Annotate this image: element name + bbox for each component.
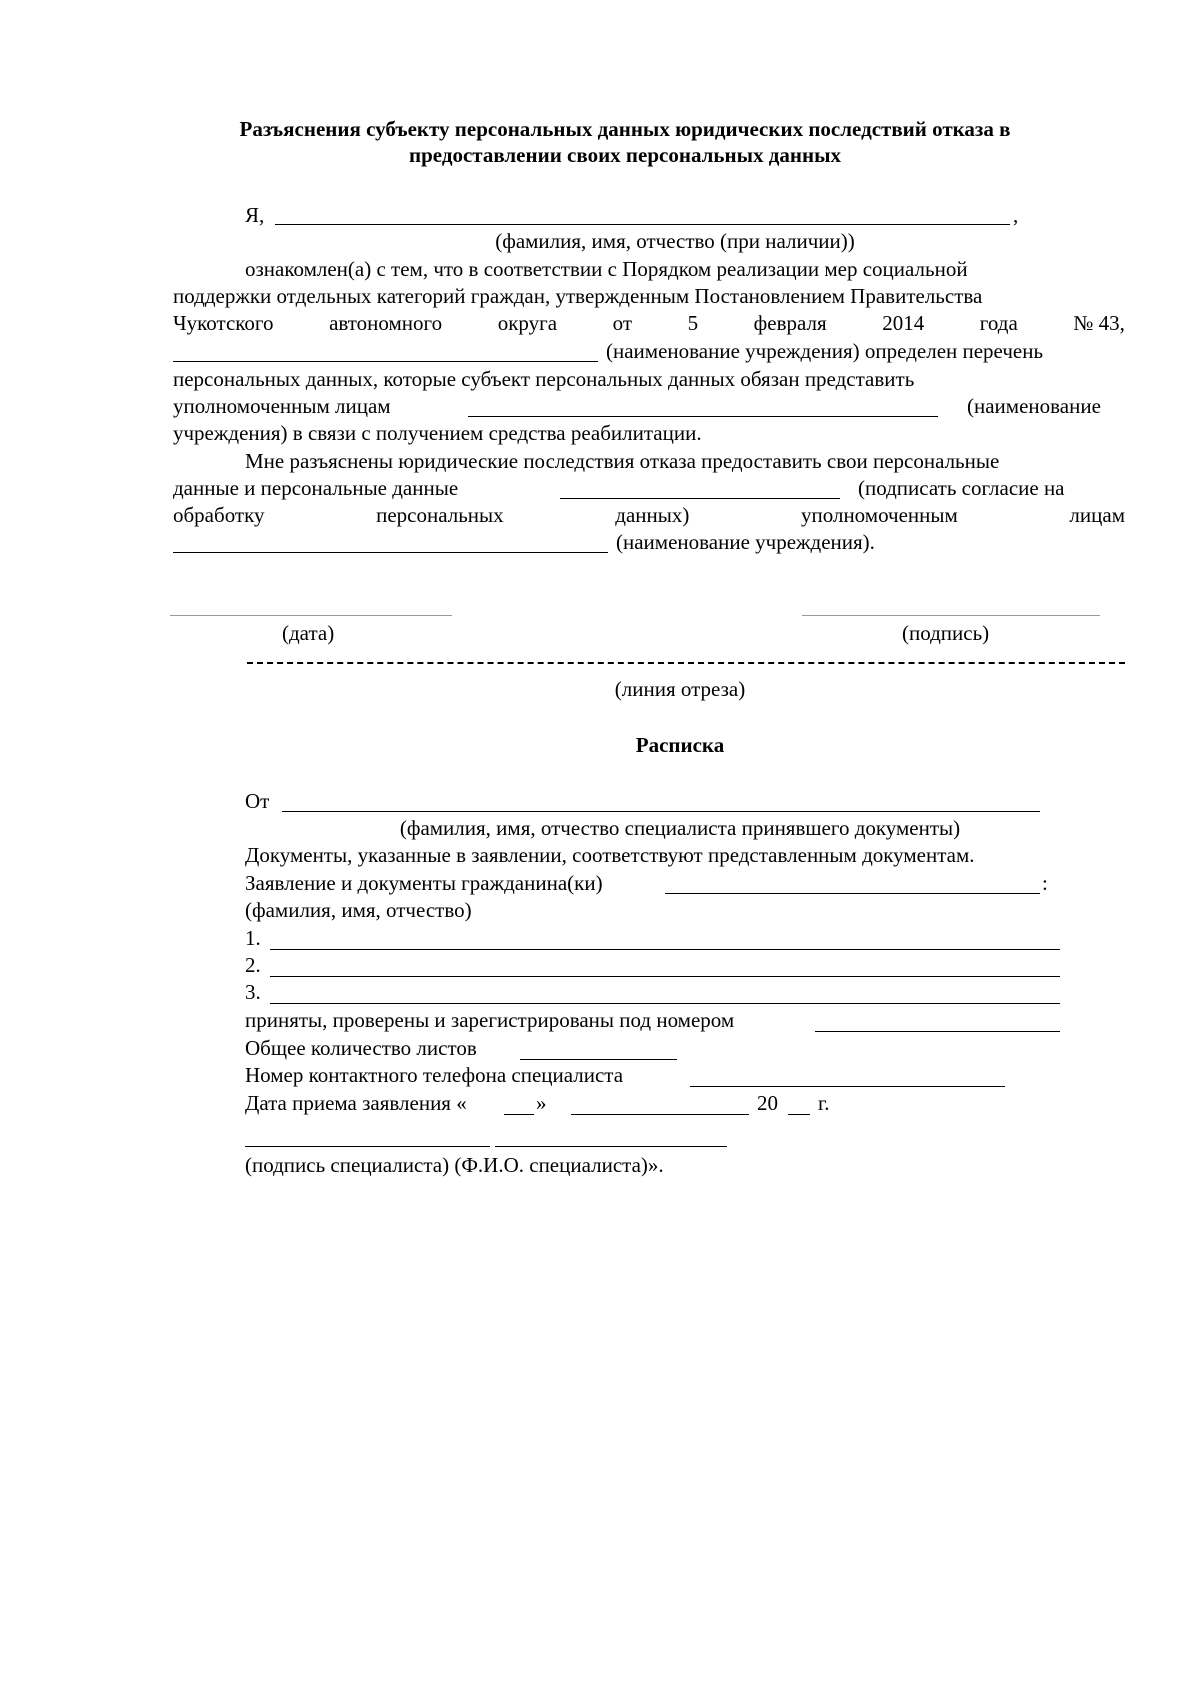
sheets-blank bbox=[520, 1059, 677, 1060]
specialist-blank bbox=[282, 811, 1040, 812]
specialist-caption: (фамилия, имя, отчество специалиста принявшего документы) bbox=[399, 816, 961, 840]
item-3-blank bbox=[270, 1003, 1060, 1004]
specialist-signature-line bbox=[245, 1146, 490, 1147]
p1-word: Чукотского bbox=[173, 311, 274, 335]
institution-blank-3 bbox=[173, 552, 608, 553]
cut-caption: (линия отреза) bbox=[614, 677, 746, 701]
p1-line-5-text: персональных данных, которые субъект персональных данных обязан представить bbox=[173, 367, 915, 391]
p1-line-1 bbox=[245, 257, 1125, 282]
fio-caption: (фамилия, имя, отчество (при наличии)) bbox=[495, 229, 855, 253]
institution-blank-2 bbox=[468, 416, 938, 417]
p1-word: года bbox=[979, 311, 1018, 335]
p2-word: обработку bbox=[173, 503, 265, 527]
citizen-blank bbox=[665, 893, 1040, 894]
cut-line bbox=[247, 662, 1125, 664]
p1-line-6-right: (наименование bbox=[967, 394, 1101, 418]
citizen-suffix: : bbox=[1042, 871, 1048, 895]
p1-line-2 bbox=[173, 284, 1125, 309]
registered-line: приняты, проверены и зарегистрированы под номером bbox=[245, 1008, 735, 1032]
item-3-number: 3. bbox=[245, 980, 261, 1004]
item-1-number: 1. bbox=[245, 926, 261, 950]
date-prefix: Дата приема заявления « bbox=[245, 1091, 467, 1115]
specialist-name-line bbox=[495, 1146, 727, 1147]
p2-line-4: (наименование учреждения). bbox=[616, 530, 875, 554]
p2-line-1: Мне разъяснены юридические последствия отказа предоставить свои персональные bbox=[245, 449, 1000, 473]
p2-word: данных) bbox=[615, 503, 690, 527]
p1-word: 2014 bbox=[882, 311, 925, 335]
item-2-blank bbox=[270, 976, 1060, 977]
p1-word: округа bbox=[497, 311, 558, 335]
fio-blank bbox=[275, 224, 1010, 225]
p1-line-4 bbox=[606, 339, 1125, 364]
p1-word: № 43, bbox=[1073, 311, 1125, 335]
p1-line-3 bbox=[173, 311, 1125, 336]
date-year: 20 bbox=[757, 1091, 778, 1115]
p1-word: февраля bbox=[753, 311, 827, 335]
phone-blank bbox=[690, 1086, 1005, 1087]
footer-caption: (подпись специалиста) (Ф.И.О. специалиста)». bbox=[245, 1153, 664, 1177]
sheets-line: Общее количество листов bbox=[245, 1036, 477, 1060]
citizen-fio-caption: (фамилия, имя, отчество) bbox=[245, 898, 472, 922]
p2-word: уполномоченным bbox=[801, 503, 958, 527]
item-2-number: 2. bbox=[245, 953, 261, 977]
p1-word: автономного bbox=[329, 311, 443, 335]
date-close: » bbox=[536, 1091, 547, 1115]
i-suffix: , bbox=[1013, 203, 1019, 227]
date-caption: (дата) bbox=[282, 621, 335, 645]
p2-line-3 bbox=[173, 503, 1125, 528]
consent-signature-blank bbox=[560, 498, 840, 499]
p1-line-6-left: уполномоченным лицам bbox=[173, 394, 391, 418]
title-line-2: предоставлении своих персональных данных bbox=[409, 143, 841, 167]
p2-line-2-left: данные и персональные данные bbox=[173, 476, 459, 500]
p1-line-5 bbox=[173, 367, 1125, 392]
signature-caption: (подпись) bbox=[902, 621, 990, 645]
day-blank bbox=[504, 1114, 534, 1115]
p2-word: лицам bbox=[1069, 503, 1125, 527]
month-blank bbox=[571, 1114, 749, 1115]
p1-line-4-text: (наименование учреждения) определен перечень bbox=[606, 339, 1044, 363]
p1-word: 5 bbox=[687, 311, 699, 335]
p2-line-2-right: (подписать согласие на bbox=[858, 476, 1065, 500]
registration-number-blank bbox=[815, 1031, 1060, 1032]
p1-line-2-text: поддержки отдельных категорий граждан, утвержденным Постановлением Правительства bbox=[173, 284, 983, 308]
phone-line: Номер контактного телефона специалиста bbox=[245, 1063, 624, 1087]
item-1-blank bbox=[270, 949, 1060, 950]
date-suffix: г. bbox=[818, 1091, 830, 1115]
receipt-title: Расписка bbox=[635, 733, 725, 757]
title-line-1: Разъяснения субъекту персональных данных юридических последствий отказа в bbox=[239, 117, 1011, 141]
institution-blank-1 bbox=[173, 361, 598, 362]
citizen-prefix: Заявление и документы гражданина(ки) bbox=[245, 871, 603, 895]
p2-word: персональных bbox=[376, 503, 504, 527]
p1-word: от bbox=[612, 311, 633, 335]
p1-line-1-text: ознакомлен(а) с тем, что в соответствии с Порядком реализации мер социальной bbox=[245, 257, 968, 281]
i-prefix: Я, bbox=[245, 203, 265, 227]
from-prefix: От bbox=[245, 789, 270, 813]
p1-line-7: учреждения) в связи с получением средства реабилитации. bbox=[173, 421, 702, 445]
signature-line bbox=[802, 615, 1100, 616]
docs-line: Документы, указанные в заявлении, соответствуют представленным документам. bbox=[245, 843, 975, 867]
date-line bbox=[170, 615, 452, 616]
year-blank bbox=[788, 1114, 810, 1115]
